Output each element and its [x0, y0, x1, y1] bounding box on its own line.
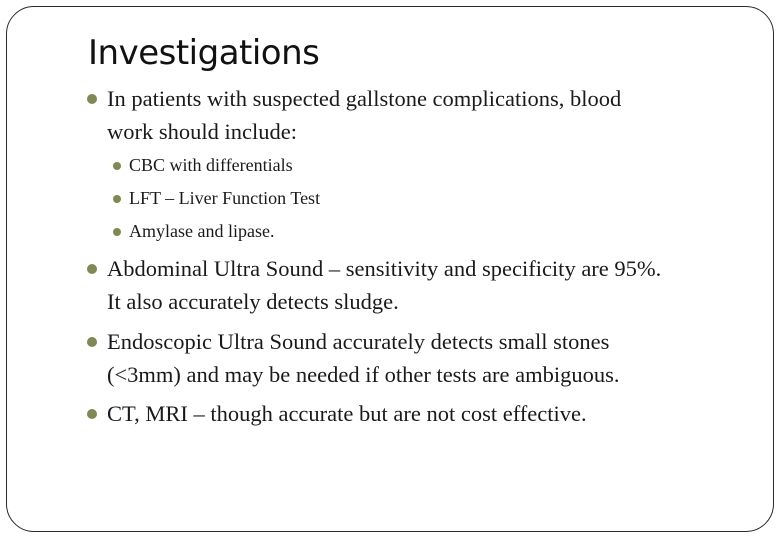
slide-title: Investigations — [88, 33, 320, 73]
sub-bullet-dot-icon — [113, 162, 121, 170]
sub-bullet-dot-icon — [113, 195, 121, 203]
sub-bullet-text: CBC with differentials — [129, 155, 293, 175]
sub-bullet-text: Amylase and lipase. — [129, 221, 275, 241]
bullet-ct-mri — [107, 397, 587, 430]
bullet-dot-icon — [87, 264, 97, 274]
bullet-text-line: CT, MRI – though accurate but are not cost effective. — [107, 401, 587, 426]
bullet-text-line: work should include: — [107, 119, 297, 144]
bullet-endoscopic-ultrasound — [107, 325, 620, 391]
bullet-text-line: Endoscopic Ultra Sound accurately detects small stones — [107, 329, 610, 354]
bullet-text-line: It also accurately detects sludge. — [107, 289, 399, 314]
sub-bullet-lft — [129, 182, 320, 215]
sub-bullet-amylase — [129, 215, 274, 248]
bullet-dot-icon — [87, 409, 97, 419]
sub-bullet-text: LFT – Liver Function Test — [129, 188, 321, 208]
bullet-text-line: (<3mm) and may be needed if other tests are ambiguous. — [107, 362, 620, 387]
bullet-blood-work — [107, 82, 621, 148]
sub-bullet-dot-icon — [113, 228, 121, 236]
bullet-text-line: Abdominal Ultra Sound – sensitivity and specificity are 95%. — [107, 256, 662, 281]
bullet-ultrasound — [107, 252, 661, 318]
sub-bullet-cbc — [129, 149, 293, 182]
bullet-dot-icon — [87, 94, 97, 104]
bullet-dot-icon — [87, 337, 97, 347]
bullet-text-line: In patients with suspected gallstone complications, blood — [107, 86, 622, 111]
